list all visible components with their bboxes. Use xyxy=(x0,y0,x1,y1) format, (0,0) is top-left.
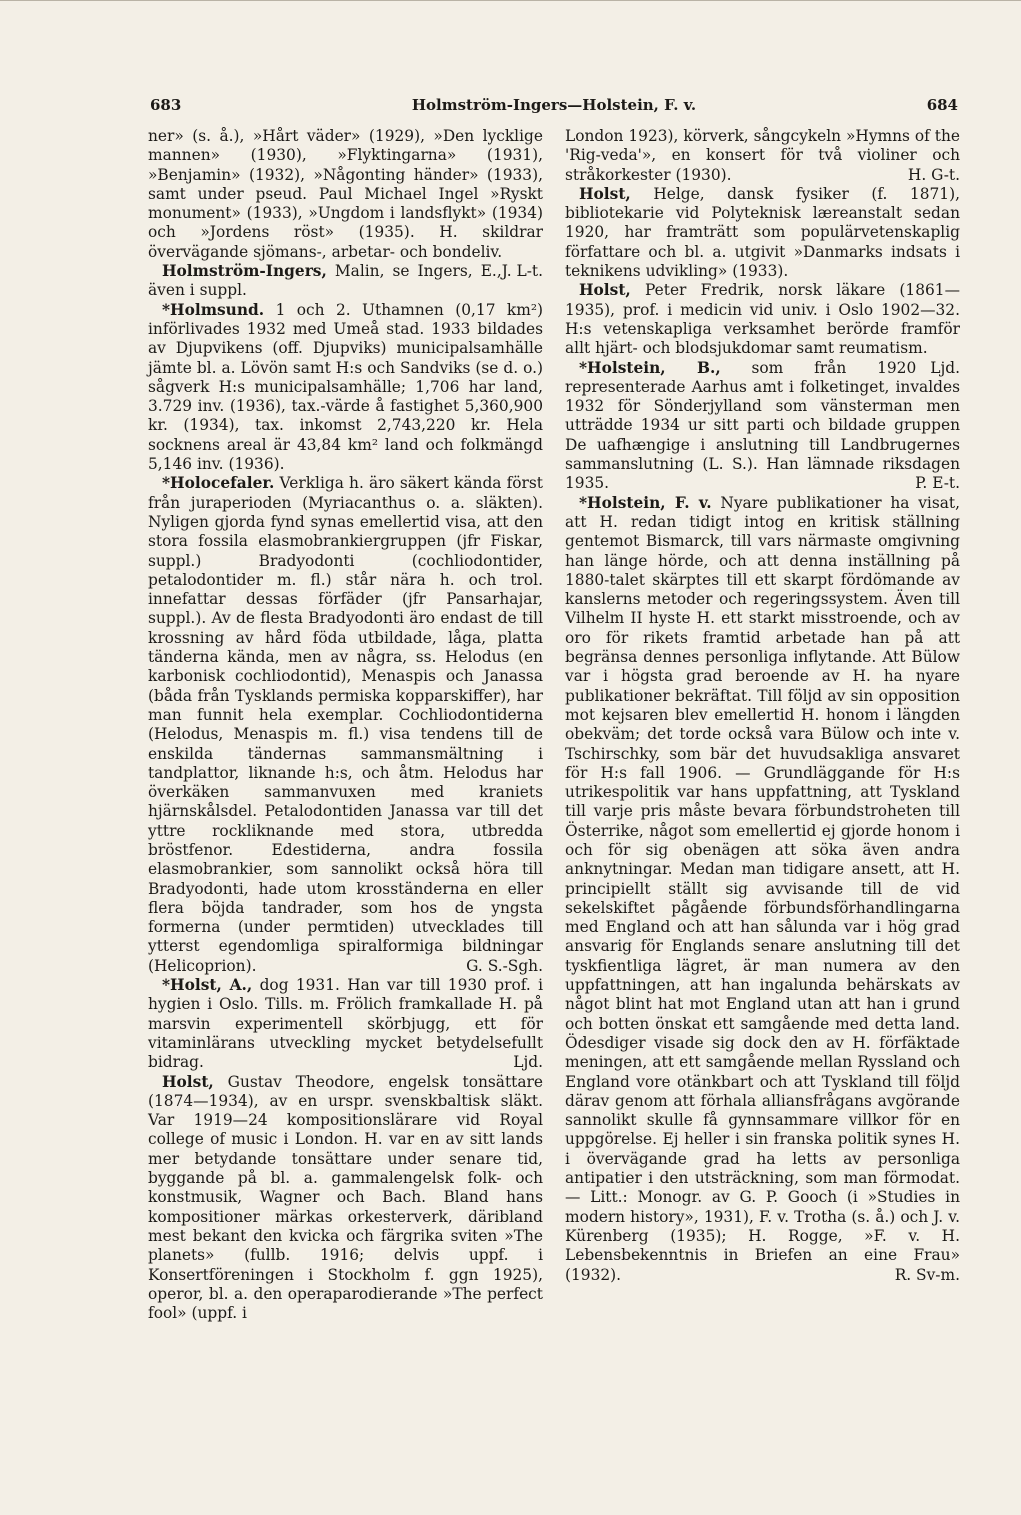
entry-headword: *Holstein, F. v. xyxy=(579,493,712,512)
entry xyxy=(148,1073,543,1324)
entry xyxy=(148,301,543,475)
entry xyxy=(565,127,960,185)
entry-signature: G. S.-Sgh. xyxy=(466,956,543,975)
right-column xyxy=(565,127,960,1487)
page-header xyxy=(150,96,958,122)
entry-headword: Holst, xyxy=(579,184,631,203)
entry-signature: H. G-t. xyxy=(907,165,960,184)
page-number-right: 684 xyxy=(926,96,958,114)
entry xyxy=(148,474,543,976)
entry xyxy=(565,359,960,494)
entry-signature: J. L-t. xyxy=(501,262,543,281)
entry-headword: *Holocefaler. xyxy=(162,474,275,493)
entry-headword: Holst, xyxy=(162,1072,214,1091)
running-title: Holmström-Ingers—Holstein, F. v. xyxy=(411,96,697,114)
entry-headword: *Holstein, B., xyxy=(579,358,721,377)
entry-headword: Holst, xyxy=(579,281,631,300)
entry-text: Nyare publikationer ha visat, att H. redan tidigt intog en kritisk ställning gentemot Bismarck, till vars närmaste omgivning han länge hörde, och att denna inställning på 1880-talet skärptes till ett skarpt fördömande av kanslerns metoder och regeringssystem. Även till Vilhelm II hyste H. ett starkt misstroende, och av oro för rikets framtid arbetade han på att begränsa dennes personliga inflytande. Att Bülow var i högsta grad beroende av H. ha nyare publikationer bekräftat. Till följd av sin opposition mot kejsaren blev emellertid H. honom i längden obekväm; det torde också vara Bülow och inte v. Tschirschky, som bär det huvudsakliga ansvaret för H:s fall 1906. — Grundläggande för H:s utrikespolitik var hans uppfattning, att Tyskland till varje pris måste bevara förbundstroheten till Österrike, något som emellertid ej gjorde honom i och för sig obenägen att söka även andra anknytningar. Medan man tidigare ansett, att H. principiellt ställt sig avvisande till de vid sekelskiftet pågående förbundsförhandlingarna med England och att han sålunda var i hög grad ansvarig för Englands senare anslutning till det tyskfientliga lägret, är man numera av den uppfattningen, att han ingalunda behärskats av något blint hat mot England utan att han i grund och botten önskat ett samgående med detta land. Ödesdiger visade sig dock den av H. förfäktade meningen, att ett samgående mellan Ryssland och England vore otänkbart och att Tyskland till följd därav genom att förhala alliansfrågans avgörande sannolikt skulle få gynnsammare villkor för en uppgörelse. Ej heller i sin franska politik synes H. i övervägande grad ha letts av personliga antipatier i den utsträckning, som man förmodat. — Litt.: Monogr. av G. P. Gooch (i »Studies in modern history», 1931), F. v. Trotha (s. å.) och J. v. Kürenberg (1935); H. Rogge, »F. v. H. Lebensbekenntnis in Briefen an eine Frau» (1932). xyxy=(565,493,960,1284)
page-number-left: 683 xyxy=(150,96,182,114)
entry-text: Malin, se Ingers, E., även i suppl. xyxy=(148,262,502,300)
entry xyxy=(148,262,543,301)
entry-text: Helge, dansk fysiker (f. 1871), bibliotekarie vid Polyteknisk læreanstalt sedan 1920, har framträtt som populärvetenskaplig författare och bl. a. utgivit »Danmarks indsats i teknikens udvikling» (1933). xyxy=(565,184,960,281)
entry-headword: *Holmsund. xyxy=(162,300,265,319)
entry-signature: R. Sv-m. xyxy=(894,1265,960,1284)
entry-text: som från 1920 representerade Aarhus amt i folketinget, invaldes 1932 för Sönderjylland som vänsterman men utträdde 1934 ur sitt parti och bildade gruppen De uafhængige i anslutning till Landbrugernes sammanslutning (L. S.). Han lämnade riksdagen 1935. xyxy=(565,358,960,493)
entry-text: Peter Fredrik, norsk läkare (1861—1935), prof. i medicin vid univ. i Oslo 1902—32. H:s vetenskapliga verksamhet berörde framför allt hjärt- och blodsjukdomar samt reumatism. xyxy=(565,281,960,358)
entry-text: Gustav Theodore, engelsk tonsättare (1874—1934), av en urspr. svenskbaltisk släkt. Var 1919—24 kompositionslärare vid Royal college of music i London. H. var en av sitt lands mer betydande tonsättare under senare tid, byggande på bl. a. gammalengelsk folk- och konstmusik, Wagner och Bach. Bland hans kompositioner märkas orkesterverk, däribland mest bekant den kvicka och färgrika sviten »The planets» (fullb. 1916; delvis uppf. i Konsertföreningen i Stockholm f. ggn 1925), operor, bl. a. den operaparodierande »The perfect fool» (uppf. i xyxy=(148,1072,543,1323)
entry-headword: *Holst, A., xyxy=(162,976,253,995)
entry-text: Verkliga h. äro säkert kända först från juraperioden (Myriacanthus o. a. släkten). Nyligen gjorda fynd synas emellertid visa, att den stora fossila elasmobrankiergruppen (jfr Fiskar, suppl.) Bradyodonti (cochliodontider, petalodontider m. fl.) står nära h. och trol. innefattar dessas förfäder (jfr Pansarhajar, suppl.). Av de flesta Bradyodonti äro endast de till krossning av hård föda utbildade, låga, platta tänderna kända, men av några, ss. Helodus (en karbonisk cochliodontid), Menaspis och Janassa (båda från Tysklands permiska kopparskiffer), har man funnit hela exemplar. Cochliodontiderna (Helodus, Menaspis m. fl.) visa tendens till de enskilda tändernas sammansmältning i tandplattor, liknande h:s, och åtm. Helodus har överkäken sammanvuxen med kraniets hjärnskålsdel. Petalodontiden Janassa var till det yttre rockliknande med stora, utbredda bröstfenor. Edestiderna, andra fossila elasmobrankier, som sannolikt också höra till Bradyodonti, hade utom krosständerna en eller flera böjda tandrader, som hos de yngsta formerna (under permtiden) utvecklades till ytterst egendomliga spiralformiga bildningar (Helicoprion). xyxy=(148,474,543,975)
entry-signature: Ljd. xyxy=(513,1053,543,1072)
left-column xyxy=(148,127,543,1487)
entry xyxy=(565,494,960,1285)
scan-edge-line xyxy=(0,0,1021,1)
entry-headword: Holmström-Ingers, xyxy=(162,262,327,281)
entry-text: ner» (s. å.), »Hårt väder» (1929), »Den lycklige mannen» (1930), »Flyktingarna» (1931), »Benjamin» (1932), »Någonting händer» (1933), samt under pseud. Paul Michael Ingel »Ryskt monument» (1933), »Ungdom i landsflykt» (1934) och »Jordens röst» (1935). H. skildrar övervägande sjömans-, arbetar- och bondeliv. xyxy=(148,127,543,261)
entry-text: 1 och 2. Uthamnen (0,17 km²) införlivades 1932 med Umeå stad. 1933 bildades av Djupvikens (off. Djupviks) municipalsamhälle jämte bl. a. Lövön samt H:s och Sandviks (se d. o.) sågverk H:s municipalsamhälle; 1,706 har land, 3.729 inv. (1936), tax.-värde å fastighet 5,360,900 kr. (1934), tax. inkomst 2,743,220 kr. Hela socknens areal är 43,84 km² land och folkmängd 5,146 inv. (1936). xyxy=(148,300,543,474)
entry-signature: P. E-t. xyxy=(915,474,960,493)
entry-text: London 1923), körverk, sångcykeln »Hymns of the 'Rig-veda'», en konsert för två violiner och stråkorkester (1930). xyxy=(565,127,960,184)
entry xyxy=(148,976,543,1072)
entry xyxy=(565,185,960,281)
entry-text: dog 1931. Han var till 1930 prof. i hygien i Oslo. Tills. m. Frölich framkallade H. på marsvin experimentell skörbjugg, ett för vitaminlärans utveckling mycket betydelsefullt bidrag. xyxy=(148,976,543,1072)
entry-signature: Ljd. xyxy=(930,358,960,377)
